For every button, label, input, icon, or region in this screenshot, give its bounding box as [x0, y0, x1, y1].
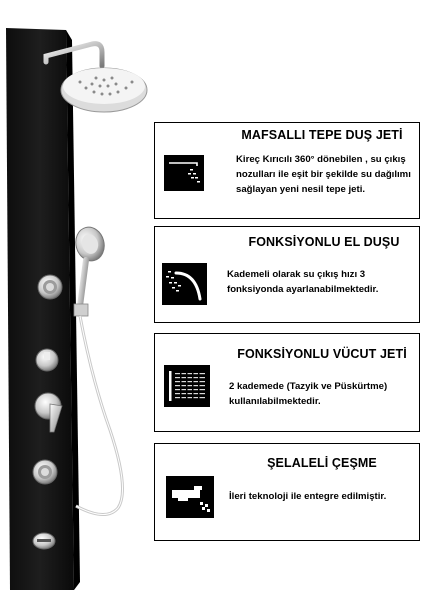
feature-description: Kademeli olarak su çıkış hızı 3 fonksiyonda ayarlanabilmektedir. — [227, 269, 379, 295]
feature-title: FONKSİYONLU EL DUŞU — [248, 235, 400, 249]
body-jet-top — [38, 275, 62, 299]
hand-shower-icon — [162, 263, 207, 305]
feature-title: ŞELALELİ ÇEŞME — [267, 456, 377, 470]
rain-shower-head — [61, 68, 147, 112]
waterfall-spout — [33, 533, 55, 549]
panel-body — [6, 28, 74, 590]
feature-description: Kireç Kırıcılı 360° dönebilen , su çıkış nozulları ile eşit bir şekilde su dağılımı sağlayan yeni nesil tepe jeti. — [236, 154, 411, 195]
feature-title: FONKSİYONLU VÜCUT JETİ — [237, 347, 407, 361]
rain-shower-icon — [164, 155, 204, 191]
feature-card-hand-shower — [154, 226, 420, 323]
feature-description: İleri teknoloji ile entegre edilmiştir. — [229, 491, 387, 502]
diverter-knob — [36, 349, 58, 371]
body-jet-bottom — [33, 460, 57, 484]
feature-card-rain-shower — [154, 122, 420, 219]
shower-panel-image — [0, 0, 150, 600]
body-jet-icon — [164, 365, 210, 407]
feature-title: MAFSALLI TEPE DUŞ JETİ — [241, 128, 403, 142]
feature-card-body-jet — [154, 333, 420, 432]
feature-card-waterfall-spout — [154, 443, 420, 541]
feature-description: 2 kademede (Tazyik ve Püskürtme) kullanılabilmektedir. — [229, 381, 388, 407]
hand-shower — [72, 224, 108, 316]
waterfall-spout-icon — [166, 476, 214, 518]
